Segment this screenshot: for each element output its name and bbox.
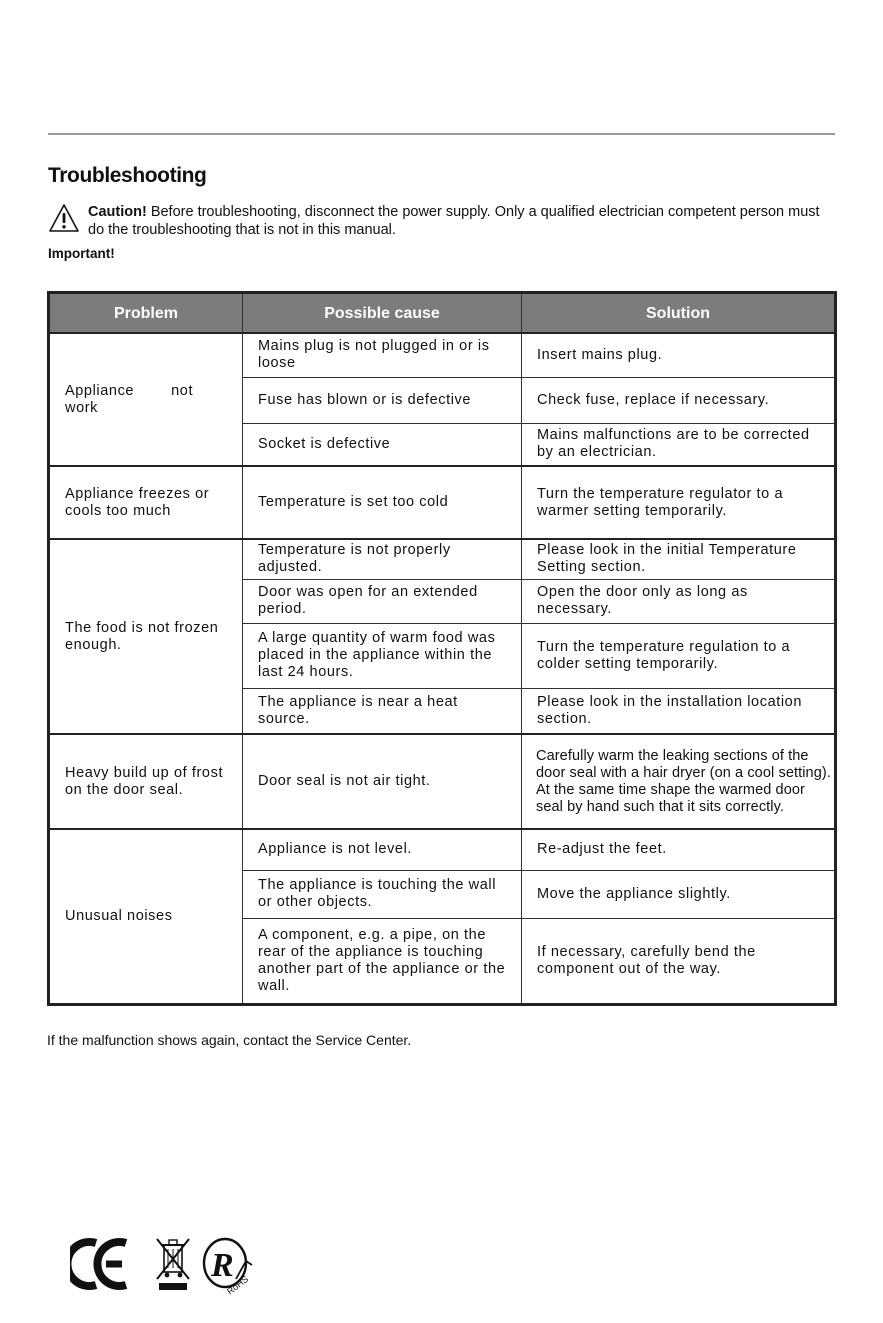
solution-cell: Move the appliance slightly. [522,870,836,918]
table-row [49,829,836,870]
rohs-r-letter: R [211,1247,234,1284]
problem-cell: Appliance freezes or cools too much [49,466,243,539]
cause-cell: Temperature is not properly adjusted. [243,539,522,579]
cause-cell: Fuse has blown or is defective [243,377,522,423]
caution-label: Caution! [88,204,147,220]
page-title: Troubleshooting [48,164,207,187]
table-header-row [49,293,836,334]
weee-crossed-bin-icon [157,1239,189,1290]
cause-cell: A large quantity of warm food was placed in the appliance within the last 24 hours. [243,623,522,688]
solution-cell: Carefully warm the leaking sections of the door seal with a hair dryer (on a cool setting). At the same time shape the warmed door seal by hand such that it sits correctly. [522,734,836,829]
solution-cell: Please look in the installation location section. [522,688,836,734]
cause-cell: Temperature is set too cold [243,466,522,539]
important-label: Important! [48,246,115,261]
caution-text [88,203,828,239]
table-row [49,466,836,539]
solution-cell: If necessary, carefully bend the component out of the way. [522,918,836,1004]
solution-cell: Re-adjust the feet. [522,829,836,870]
problem-cell: Heavy build up of frost on the door seal. [49,734,243,829]
rohs-label: RoHS [225,1273,251,1297]
solution-cell: Turn the temperature regulation to a colder setting temporarily. [522,623,836,688]
table-row [49,333,836,377]
rohs-mark-icon [204,1239,252,1297]
ce-mark-icon [70,1242,126,1286]
cause-cell: Door was open for an extended period. [243,579,522,623]
problem-cell: Unusual noises [49,829,243,1004]
header-possible-cause: Possible cause [243,293,522,334]
certification-marks [70,1235,270,1297]
cause-cell: A component, e.g. a pipe, on the rear of the appliance is touching another part of the appliance or the wall. [243,918,522,1004]
problem-cell: Appliance not work [49,333,243,466]
cause-cell: The appliance is touching the wall or other objects. [243,870,522,918]
problem-cell: The food is not frozen enough. [49,539,243,734]
solution-cell: Open the door only as long as necessary. [522,579,836,623]
caution-message: Before troubleshooting, disconnect the power supply. Only a qualified electrician competent person must do the troubleshooting that is not in this manual. [88,204,820,238]
table-row [49,539,836,579]
solution-cell: Mains malfunctions are to be corrected by an electrician. [522,423,836,466]
cause-cell: The appliance is near a heat source. [243,688,522,734]
warning-triangle-icon [48,202,80,234]
solution-cell: Insert mains plug. [522,333,836,377]
cause-cell: Door seal is not air tight. [243,734,522,829]
solution-cell: Turn the temperature regulator to a warmer setting temporarily. [522,466,836,539]
cause-cell: Mains plug is not plugged in or is loose [243,333,522,377]
troubleshooting-table [47,291,837,1006]
cause-cell: Appliance is not level. [243,829,522,870]
cause-cell: Socket is defective [243,423,522,466]
service-center-note: If the malfunction shows again, contact the Service Center. [47,1032,412,1048]
header-solution: Solution [522,293,836,334]
solution-cell: Check fuse, replace if necessary. [522,377,836,423]
header-problem: Problem [49,293,243,334]
header-rule [48,133,835,135]
solution-cell: Please look in the initial Temperature Setting section. [522,539,836,579]
table-row [49,734,836,829]
